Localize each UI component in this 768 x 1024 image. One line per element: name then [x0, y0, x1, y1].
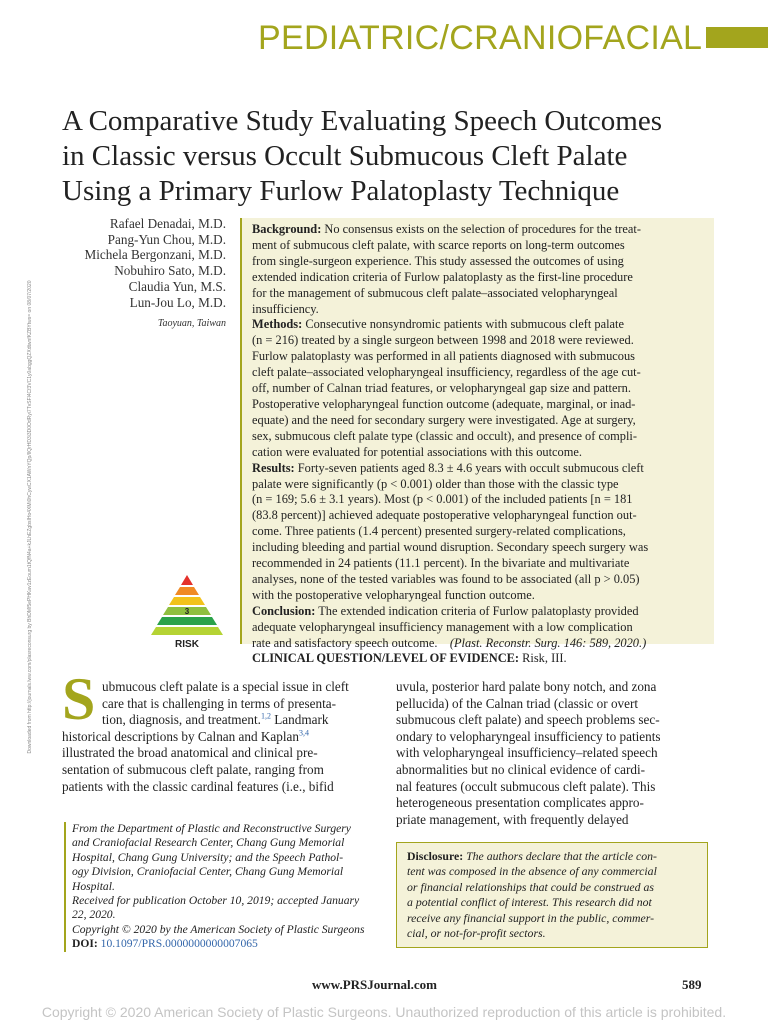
abstract-conclusion-label: Conclusion:	[252, 603, 316, 618]
doi-label: DOI:	[72, 937, 101, 951]
body-line: nal features (occult submucous cleft palate). This	[396, 778, 656, 794]
drop-cap: S	[62, 666, 96, 732]
abstract-line: palate were significantly (p < 0.001) older than those with the classic type	[252, 476, 619, 491]
abstract-line: adequate velopharyngeal insufficiency management with a low complication	[252, 619, 633, 634]
abstract-line: The extended indication criteria of Furlow palatoplasty provided	[315, 603, 639, 618]
body-line: submucous cleft palate) and speech problems sec-	[396, 712, 660, 728]
disclosure-label: Disclosure:	[407, 849, 464, 863]
title-line: in Classic versus Occult Submucous Cleft Palate	[62, 140, 628, 172]
author-list	[60, 216, 226, 310]
citation-superscript[interactable]: 3,4	[298, 728, 309, 738]
title-line: A Comparative Study Evaluating Speech Outcomes	[62, 105, 663, 137]
affiliation-line: Hospital, Chang Gung University; and the Speech Pathol-	[72, 850, 344, 864]
abstract-line: extended indication criteria of Furlow palatoplasty as the first-line procedure	[252, 269, 633, 284]
body-line: ubmucous cleft palate is a special issue in cleft	[102, 679, 349, 694]
body-line: with velopharyngeal insufficiency–related speech	[396, 745, 658, 761]
abstract-line: rate and satisfactory speech outcome.	[252, 635, 438, 650]
abstract-line: Furlow palatoplasty was performed in all patients diagnosed with submucous	[252, 349, 636, 364]
copyright-line: Copyright © 2020 by the American Society of Plastic Surgeons	[72, 922, 365, 936]
body-right-column	[396, 679, 708, 828]
body-line: care that is challenging in terms of presenta-	[102, 695, 336, 711]
affiliation-line: ogy Division, Craniofacial Center, Chang Gung Memorial	[72, 865, 344, 879]
abstract-methods-label: Methods:	[252, 317, 303, 332]
abstract-line: cleft palate–associated velopharyngeal insufficiency, regardless of the age cut-	[252, 365, 641, 380]
body-line: heterogeneous presentation complicates appro-	[396, 795, 644, 811]
body-line: priate management, with frequently delayed	[396, 811, 629, 827]
journal-url[interactable]: www.PRSJournal.com	[312, 977, 437, 992]
doi-link[interactable]: 10.1097/PRS.0000000000007065	[100, 937, 258, 951]
abstract-line: with the postoperative velopharyngeal function outcome.	[252, 587, 535, 602]
clinical-question-label: CLINICAL QUESTION/LEVEL OF EVIDENCE:	[252, 651, 520, 666]
abstract-line: off, number of Calnan triad features, or velopharyngeal gap size and pattern.	[252, 381, 631, 396]
risk-evidence-pyramid-icon	[146, 573, 228, 651]
header-accent-bar	[706, 27, 768, 48]
citation-superscript[interactable]: 1,2	[260, 712, 271, 721]
risk-level-number: 3	[184, 607, 190, 616]
clinical-question-value: Risk, III.	[519, 651, 567, 666]
abstract-line: ment of submucous cleft palate, with scarce reports on long-term outcomes	[252, 237, 625, 252]
author: Pang-Yun Chou, M.D.	[107, 231, 226, 247]
abstract-line: for the management of submucous cleft palate–associated velopharyngeal	[252, 285, 618, 300]
abstract-line: cation were evaluated for potential associations with this outcome.	[252, 444, 582, 459]
abstract-line: analyses, none of the tested variables was found to be associated (all p > 0.05)	[252, 571, 640, 586]
abstract-line: including bleeding and partial wound disruption. Secondary speech surgery was	[252, 540, 649, 555]
abstract-line: No consensus exists on the selection of procedures for the treat-	[321, 222, 641, 236]
disclosure-line: The authors declare that the article con-	[463, 849, 657, 863]
abstract-line: sex, submucous cleft palate type (classic and occult), and presence of compli-	[252, 428, 637, 443]
affiliation-line: From the Department of Plastic and Reconstructive Surgery	[72, 822, 351, 835]
title-line: Using a Primary Furlow Palatoplasty Technique	[62, 175, 620, 207]
author: Lun-Jou Lo, M.D.	[129, 294, 226, 310]
copyright-banner: Copyright © 2020 American Society of Plastic Surgeons. Unauthorized reproduction of this article is prohibited.	[41, 1004, 727, 1020]
body-line: pellucida) of the Calnan triad (classic or overt	[396, 695, 639, 711]
abstract-line: (n = 169; 5.6 ± 3.1 years). Most (p < 0.001) of the included patients [n = 181	[252, 492, 633, 507]
article-title	[62, 104, 752, 209]
body-line: ondary to velopharyngeal insufficiency to patients	[396, 728, 661, 744]
abstract-results-label: Results:	[252, 460, 295, 475]
received-line: Received for publication October 10, 2019; accepted January	[72, 894, 360, 908]
body-line: Landmark	[270, 712, 329, 728]
body-line: uvula, posterior hard palate bony notch, and zona	[396, 679, 657, 694]
abstract-line: (83.8 percent)] achieved adequate postoperative velopharyngeal function out-	[252, 508, 637, 523]
disclosure-box	[396, 842, 708, 948]
abstract-line: recommended in 24 patients (11.1 percent). In the bivariate and multivariate	[252, 556, 630, 571]
body-left-column	[62, 679, 374, 795]
abstract-line: insufficiency.	[252, 301, 319, 316]
abstract-line: Forty-seven patients aged 8.3 ± 4.6 years with occult submucous cleft	[294, 460, 644, 475]
author: Michela Bergonzani, M.D.	[84, 247, 226, 263]
abstract-line: Consecutive nonsyndromic patients with submucous cleft palate	[302, 317, 624, 332]
disclosure-line: receive any financial support in the public, commer-	[407, 910, 654, 925]
abstract-line: from single-surgeon experience. This study assessed the outcomes of using	[252, 253, 624, 268]
abstract-background-label: Background:	[252, 222, 322, 236]
affiliation-line: Hospital.	[72, 879, 115, 893]
download-side-note: Downloaded from http://journals.lww.com/plasreconsurg by BhDMf5ePHKav1zEoum1tQfN4a+kJLhEZgbsIHo4XMi0hCywCX1AWnYQp/IlQrHD3i3D0OdRyi7TvSFl4Cf3VC1y0abggQZXdtwnfKZBYtws= on 08/07/2020	[27, 280, 33, 754]
page-number: 589	[682, 977, 702, 992]
body-line: historical descriptions by Calnan and Kaplan	[62, 728, 299, 744]
abstract-citation: (Plast. Reconstr. Surg. 146: 589, 2020.)	[449, 635, 647, 650]
body-line: sentation of submucous cleft palate, ranging from	[62, 761, 324, 777]
disclosure-line: cial, or not-for-profit sectors.	[407, 926, 546, 941]
author: Rafael Denadai, M.D.	[109, 216, 226, 231]
received-line: 22, 2020.	[72, 908, 116, 922]
body-line: abnormalities but no clinical evidence of cardi-	[396, 761, 645, 777]
abstract-line: equate) and the need for secondary surgery were investigated. Age at surgery,	[252, 412, 636, 427]
body-line: illustrated the broad anatomical and clinical pre-	[62, 745, 318, 761]
section-header: PEDIATRIC/CRANIOFACIAL	[258, 19, 703, 57]
abstract-box	[240, 218, 714, 666]
author: Nobuhiro Sato, M.D.	[114, 263, 226, 279]
risk-label: RISK	[175, 639, 199, 650]
body-line: tion, diagnosis, and treatment.	[102, 712, 261, 728]
author: Claudia Yun, M.S.	[128, 278, 226, 294]
affiliation-box	[64, 822, 384, 952]
disclosure-line: or financial relationships that could be construed as	[407, 879, 654, 894]
abstract-line: (n = 216) treated by a single surgeon between 1998 and 2018 were reviewed.	[252, 333, 634, 348]
abstract-line: come. Three patients (1.4 percent) presented surgery-related complications,	[252, 524, 626, 539]
body-line: patients with the classic cardinal features (i.e., bifid	[62, 778, 334, 794]
disclosure-line: tent was composed in the absence of any commercial	[407, 864, 657, 879]
author-location: Taoyuan, Taiwan	[157, 318, 226, 329]
abstract-line: Postoperative velopharyngeal function outcome (adequate, marginal, or inad-	[252, 396, 636, 411]
disclosure-line: a potential conflict of interest. This research did not	[407, 895, 652, 910]
affiliation-line: and Craniofacial Research Center, Chang Gung Memorial	[72, 836, 345, 850]
